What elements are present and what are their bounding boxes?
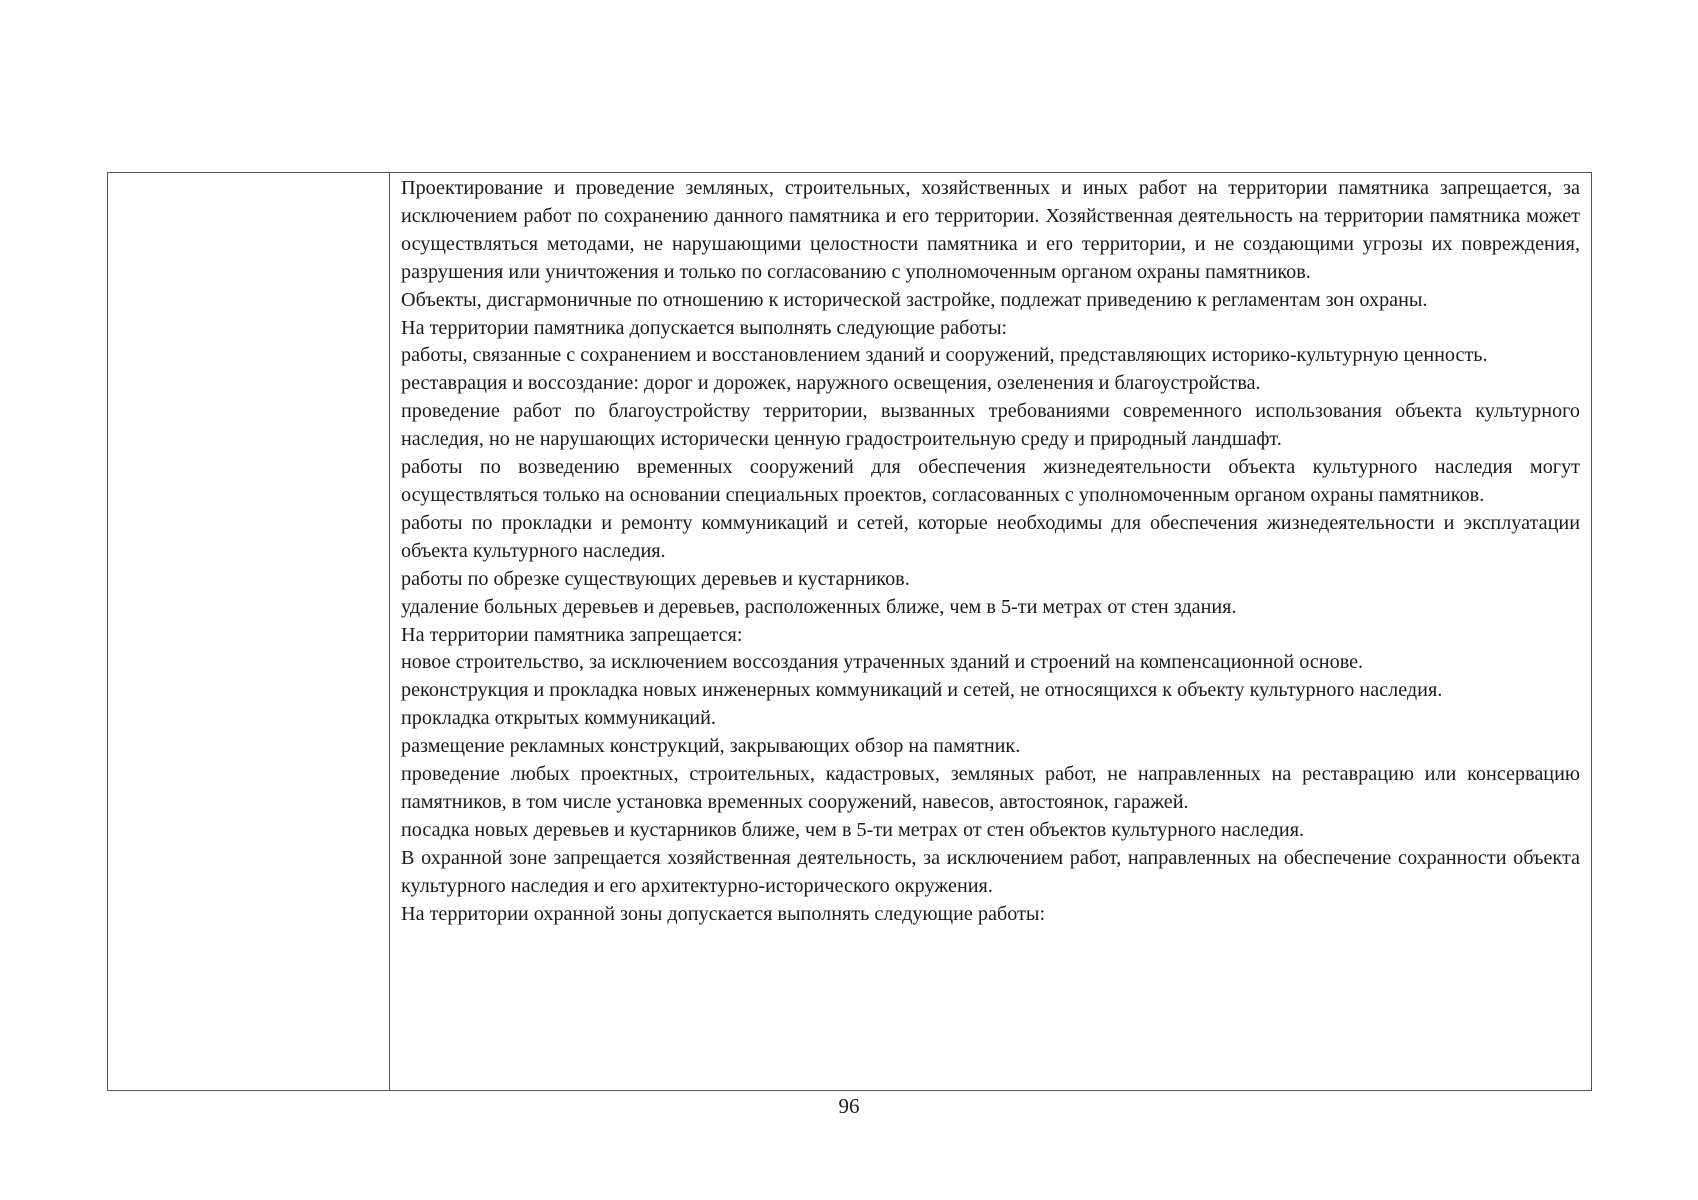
paragraph: работы по прокладки и ремонту коммуникаций и сетей, которые необходимы для обеспечения жизнедеятельности и эксплуатации объекта культурного наследия.	[401, 511, 1580, 562]
table-right-column	[390, 173, 1591, 1090]
paragraph: Объекты, дисгармоничные по отношению к исторической застройке, подлежат приведению к регламентам зон охраны.	[401, 288, 1428, 311]
page-number: 96	[838, 1094, 860, 1118]
paragraph: Проектирование и проведение земляных, строительных, хозяйственных и иных работ на территории памятника запрещается, за исключением работ по сохранению данного памятника и его территории. Хозяйственная деятельность на территории памятника может осуществляться методами, не нарушающими целостности памятника и его территории, и не создающими угрозы их повреждения, разрушения или уничтожения и только по согласованию с уполномоченным органом охраны памятников.	[401, 177, 1580, 283]
paragraph: реставрация и воссоздание: дорог и дорожек, наружного освещения, озеленения и благоустройства.	[401, 372, 1261, 395]
paragraph: На территории памятника запрещается:	[401, 623, 743, 646]
paragraph: реконструкция и прокладка новых инженерных коммуникаций и сетей, не относящихся к объекту культурного наследия.	[401, 679, 1443, 702]
paragraph: размещение рекламных конструкций, закрывающих обзор на памятник.	[401, 735, 1021, 758]
document-table	[107, 172, 1592, 1091]
paragraph: работы по возведению временных сооружений для обеспечения жизнедеятельности объекта культурного наследия могут осуществляться только на основании специальных проектов, согласованных с уполномоченным органом охраны памятников.	[401, 456, 1580, 506]
paragraph: прокладка открытых коммуникаций.	[401, 707, 716, 730]
paragraph: На территории охранной зоны допускается выполнять следующие работы:	[401, 902, 1046, 925]
paragraph: удаление больных деревьев и деревьев, расположенных ближе, чем в 5-ти метрах от стен здания.	[401, 595, 1237, 618]
paragraph: посадка новых деревьев и кустарников ближе, чем в 5-ти метрах от стен объектов культурного наследия.	[401, 818, 1305, 841]
paragraph: На территории памятника допускается выполнять следующие работы:	[401, 316, 1008, 339]
paragraph: проведение работ по благоустройству территории, вызванных требованиями современного использования объекта культурного наследия, но не нарушающих исторически ценную градостроительную среду и природный ландшафт.	[401, 400, 1580, 451]
paragraph: работы по обрезке существующих деревьев и кустарников.	[401, 567, 910, 590]
paragraph: проведение любых проектных, строительных, кадастровых, земляных работ, не направленных на реставрацию или консервацию памятников, в том числе установка временных сооружений, навесов, автостоянок, гаражей.	[401, 763, 1580, 813]
paragraph: новое строительство, за исключением воссоздания утраченных зданий и строений на компенсационной основе.	[401, 651, 1364, 674]
paragraph: В охранной зоне запрещается хозяйственная деятельность, за исключением работ, направленных на обеспечение сохранности объекта культурного наследия и его архитектурно-исторического окружения.	[401, 846, 1580, 897]
paragraph: работы, связанные с сохранением и восстановлением зданий и сооружений, представляющих историко-культурную ценность.	[401, 344, 1488, 367]
table-left-column	[108, 173, 390, 1090]
